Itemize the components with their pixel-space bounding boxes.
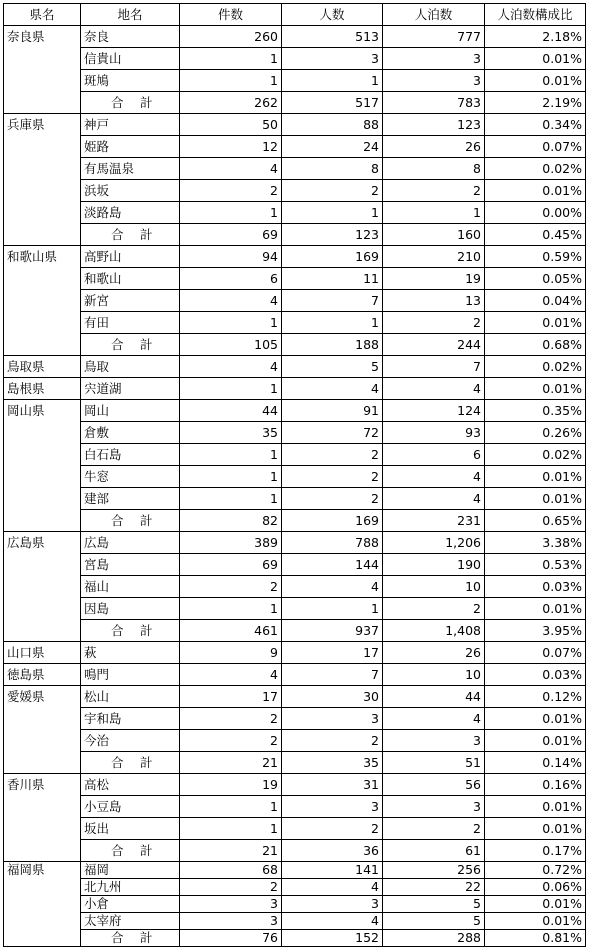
person-nights-cell: 22 — [383, 879, 485, 896]
subtotal-label: 合 計 — [81, 840, 180, 862]
count-cell: 4 — [180, 664, 282, 686]
subtotal-person-nights-cell: 51 — [383, 752, 485, 774]
table-row — [4, 708, 586, 730]
count-cell: 1 — [180, 598, 282, 620]
count-cell: 2 — [180, 879, 282, 896]
people-cell: 141 — [282, 862, 383, 879]
people-cell: 91 — [282, 400, 383, 422]
subtotal-person-nights-cell: 231 — [383, 510, 485, 532]
table-row — [4, 202, 586, 224]
table-row — [4, 114, 586, 136]
person-nights-cell: 6 — [383, 444, 485, 466]
count-cell: 1 — [180, 202, 282, 224]
table-row — [4, 862, 586, 879]
ratio-cell: 0.02% — [485, 158, 586, 180]
person-nights-cell: 4 — [383, 378, 485, 400]
table-row — [4, 136, 586, 158]
subtotal-label: 合 計 — [81, 930, 180, 947]
count-cell: 2 — [180, 180, 282, 202]
ratio-cell: 0.01% — [485, 312, 586, 334]
count-cell: 1 — [180, 48, 282, 70]
header-person-nights: 人泊数 — [383, 4, 485, 26]
table-row — [4, 730, 586, 752]
people-cell: 1 — [282, 202, 383, 224]
place-cell: 坂出 — [81, 818, 180, 840]
ratio-cell: 0.05% — [485, 268, 586, 290]
subtotal-row — [4, 752, 586, 774]
people-cell: 169 — [282, 246, 383, 268]
person-nights-cell: 3 — [383, 796, 485, 818]
table-body — [4, 26, 586, 947]
place-cell: 小倉 — [81, 896, 180, 913]
ratio-cell: 0.53% — [485, 554, 586, 576]
subtotal-label: 合 計 — [81, 510, 180, 532]
ratio-cell: 0.03% — [485, 576, 586, 598]
ratio-cell: 0.07% — [485, 642, 586, 664]
subtotal-count-cell: 262 — [180, 92, 282, 114]
subtotal-row — [4, 620, 586, 642]
prefecture-cell: 和歌山県 — [4, 246, 81, 356]
subtotal-count-cell: 21 — [180, 840, 282, 862]
person-nights-cell: 190 — [383, 554, 485, 576]
place-cell: 小豆島 — [81, 796, 180, 818]
people-cell: 788 — [282, 532, 383, 554]
person-nights-cell: 3 — [383, 70, 485, 92]
subtotal-people-cell: 188 — [282, 334, 383, 356]
person-nights-cell: 777 — [383, 26, 485, 48]
count-cell: 68 — [180, 862, 282, 879]
subtotal-people-cell: 123 — [282, 224, 383, 246]
people-cell: 4 — [282, 913, 383, 930]
place-cell: 宮島 — [81, 554, 180, 576]
place-cell: 淡路島 — [81, 202, 180, 224]
ratio-cell: 0.01% — [485, 466, 586, 488]
people-cell: 17 — [282, 642, 383, 664]
count-cell: 3 — [180, 896, 282, 913]
count-cell: 1 — [180, 378, 282, 400]
place-cell: 建部 — [81, 488, 180, 510]
place-cell: 岡山 — [81, 400, 180, 422]
prefecture-cell: 島根県 — [4, 378, 81, 400]
person-nights-cell: 26 — [383, 136, 485, 158]
ratio-cell: 0.01% — [485, 48, 586, 70]
count-cell: 4 — [180, 290, 282, 312]
prefecture-cell: 香川県 — [4, 774, 81, 862]
person-nights-cell: 210 — [383, 246, 485, 268]
people-cell: 7 — [282, 290, 383, 312]
table-row — [4, 879, 586, 896]
table-row — [4, 598, 586, 620]
subtotal-ratio-cell: 0.45% — [485, 224, 586, 246]
count-cell: 44 — [180, 400, 282, 422]
table-row — [4, 26, 586, 48]
table-row — [4, 312, 586, 334]
ratio-cell: 0.12% — [485, 686, 586, 708]
table-row — [4, 422, 586, 444]
place-cell: 有馬温泉 — [81, 158, 180, 180]
person-nights-cell: 4 — [383, 488, 485, 510]
prefecture-cell: 愛媛県 — [4, 686, 81, 774]
people-cell: 7 — [282, 664, 383, 686]
people-cell: 24 — [282, 136, 383, 158]
people-cell: 2 — [282, 488, 383, 510]
place-cell: 宍道湖 — [81, 378, 180, 400]
count-cell: 17 — [180, 686, 282, 708]
table-row — [4, 158, 586, 180]
people-cell: 513 — [282, 26, 383, 48]
ratio-cell: 0.01% — [485, 796, 586, 818]
people-cell: 8 — [282, 158, 383, 180]
subtotal-count-cell: 105 — [180, 334, 282, 356]
subtotal-row — [4, 930, 586, 947]
subtotal-person-nights-cell: 288 — [383, 930, 485, 947]
person-nights-cell: 4 — [383, 708, 485, 730]
count-cell: 50 — [180, 114, 282, 136]
subtotal-row — [4, 92, 586, 114]
table-row — [4, 686, 586, 708]
people-cell: 2 — [282, 730, 383, 752]
table-row — [4, 796, 586, 818]
place-cell: 広島 — [81, 532, 180, 554]
ratio-cell: 0.01% — [485, 818, 586, 840]
ratio-cell: 0.03% — [485, 664, 586, 686]
people-cell: 1 — [282, 598, 383, 620]
count-cell: 6 — [180, 268, 282, 290]
place-cell: 有田 — [81, 312, 180, 334]
ratio-cell: 0.34% — [485, 114, 586, 136]
people-cell: 3 — [282, 896, 383, 913]
table-row — [4, 554, 586, 576]
ratio-cell: 0.01% — [485, 180, 586, 202]
count-cell: 1 — [180, 312, 282, 334]
subtotal-person-nights-cell: 61 — [383, 840, 485, 862]
count-cell: 2 — [180, 708, 282, 730]
person-nights-cell: 256 — [383, 862, 485, 879]
count-cell: 1 — [180, 70, 282, 92]
people-cell: 3 — [282, 796, 383, 818]
subtotal-person-nights-cell: 244 — [383, 334, 485, 356]
place-cell: 斑鳩 — [81, 70, 180, 92]
place-cell: 宇和島 — [81, 708, 180, 730]
ratio-cell: 0.01% — [485, 70, 586, 92]
person-nights-cell: 3 — [383, 730, 485, 752]
person-nights-cell: 1,206 — [383, 532, 485, 554]
person-nights-cell: 1 — [383, 202, 485, 224]
count-cell: 260 — [180, 26, 282, 48]
count-cell: 1 — [180, 818, 282, 840]
count-cell: 35 — [180, 422, 282, 444]
place-cell: 北九州 — [81, 879, 180, 896]
prefecture-cell: 岡山県 — [4, 400, 81, 532]
place-cell: 浜坂 — [81, 180, 180, 202]
place-cell: 和歌山 — [81, 268, 180, 290]
subtotal-people-cell: 152 — [282, 930, 383, 947]
ratio-cell: 0.07% — [485, 136, 586, 158]
subtotal-people-cell: 169 — [282, 510, 383, 532]
ratio-cell: 0.02% — [485, 444, 586, 466]
subtotal-person-nights-cell: 160 — [383, 224, 485, 246]
table-row — [4, 532, 586, 554]
people-cell: 1 — [282, 70, 383, 92]
subtotal-label: 合 計 — [81, 224, 180, 246]
subtotal-label: 合 計 — [81, 92, 180, 114]
table-row — [4, 576, 586, 598]
table-row — [4, 400, 586, 422]
table-row — [4, 268, 586, 290]
person-nights-cell: 13 — [383, 290, 485, 312]
place-cell: 今治 — [81, 730, 180, 752]
ratio-cell: 0.06% — [485, 879, 586, 896]
subtotal-row — [4, 840, 586, 862]
place-cell: 高松 — [81, 774, 180, 796]
people-cell: 4 — [282, 378, 383, 400]
subtotal-count-cell: 76 — [180, 930, 282, 947]
person-nights-cell: 2 — [383, 180, 485, 202]
place-cell: 奈良 — [81, 26, 180, 48]
subtotal-row — [4, 510, 586, 532]
header-count: 件数 — [180, 4, 282, 26]
count-cell: 2 — [180, 576, 282, 598]
ratio-cell: 0.35% — [485, 400, 586, 422]
place-cell: 福岡 — [81, 862, 180, 879]
count-cell: 4 — [180, 158, 282, 180]
table-row — [4, 180, 586, 202]
prefecture-cell: 鳥取県 — [4, 356, 81, 378]
subtotal-ratio-cell: 3.95% — [485, 620, 586, 642]
ratio-cell: 0.04% — [485, 290, 586, 312]
people-cell: 3 — [282, 708, 383, 730]
person-nights-cell: 10 — [383, 576, 485, 598]
place-cell: 福山 — [81, 576, 180, 598]
subtotal-ratio-cell: 0.68% — [485, 334, 586, 356]
header-row — [4, 4, 586, 26]
ratio-cell: 0.01% — [485, 708, 586, 730]
subtotal-people-cell: 35 — [282, 752, 383, 774]
subtotal-ratio-cell: 0.65% — [485, 510, 586, 532]
place-cell: 信貴山 — [81, 48, 180, 70]
table-row — [4, 70, 586, 92]
subtotal-ratio-cell: 0.14% — [485, 752, 586, 774]
table-row — [4, 896, 586, 913]
person-nights-cell: 124 — [383, 400, 485, 422]
people-cell: 72 — [282, 422, 383, 444]
place-cell: 鳥取 — [81, 356, 180, 378]
prefecture-cell: 福岡県 — [4, 862, 81, 947]
person-nights-cell: 8 — [383, 158, 485, 180]
place-cell: 鳴門 — [81, 664, 180, 686]
person-nights-cell: 56 — [383, 774, 485, 796]
ratio-cell: 0.72% — [485, 862, 586, 879]
people-cell: 11 — [282, 268, 383, 290]
people-cell: 144 — [282, 554, 383, 576]
place-cell: 高野山 — [81, 246, 180, 268]
subtotal-row — [4, 334, 586, 356]
place-cell: 新宮 — [81, 290, 180, 312]
people-cell: 31 — [282, 774, 383, 796]
people-cell: 2 — [282, 818, 383, 840]
place-cell: 太宰府 — [81, 913, 180, 930]
count-cell: 1 — [180, 488, 282, 510]
lodging-statistics-table — [3, 3, 586, 947]
table-row — [4, 246, 586, 268]
ratio-cell: 0.01% — [485, 598, 586, 620]
subtotal-count-cell: 69 — [180, 224, 282, 246]
table-row — [4, 290, 586, 312]
person-nights-cell: 10 — [383, 664, 485, 686]
person-nights-cell: 123 — [383, 114, 485, 136]
person-nights-cell: 93 — [383, 422, 485, 444]
table-row — [4, 488, 586, 510]
subtotal-people-cell: 36 — [282, 840, 383, 862]
ratio-cell: 0.01% — [485, 488, 586, 510]
people-cell: 2 — [282, 466, 383, 488]
person-nights-cell: 44 — [383, 686, 485, 708]
count-cell: 69 — [180, 554, 282, 576]
people-cell: 4 — [282, 576, 383, 598]
subtotal-row — [4, 224, 586, 246]
header-person-nights-ratio: 人泊数構成比 — [485, 4, 586, 26]
person-nights-cell: 5 — [383, 913, 485, 930]
people-cell: 88 — [282, 114, 383, 136]
table-row — [4, 818, 586, 840]
count-cell: 389 — [180, 532, 282, 554]
subtotal-people-cell: 937 — [282, 620, 383, 642]
subtotal-label: 合 計 — [81, 334, 180, 356]
prefecture-cell: 兵庫県 — [4, 114, 81, 246]
ratio-cell: 2.18% — [485, 26, 586, 48]
people-cell: 30 — [282, 686, 383, 708]
people-cell: 4 — [282, 879, 383, 896]
ratio-cell: 0.01% — [485, 730, 586, 752]
table-row — [4, 466, 586, 488]
subtotal-label: 合 計 — [81, 620, 180, 642]
table-row — [4, 378, 586, 400]
person-nights-cell: 4 — [383, 466, 485, 488]
subtotal-count-cell: 21 — [180, 752, 282, 774]
count-cell: 2 — [180, 730, 282, 752]
ratio-cell: 0.01% — [485, 896, 586, 913]
place-cell: 白石島 — [81, 444, 180, 466]
ratio-cell: 0.00% — [485, 202, 586, 224]
table-row — [4, 642, 586, 664]
people-cell: 3 — [282, 48, 383, 70]
header-place: 地名 — [81, 4, 180, 26]
person-nights-cell: 7 — [383, 356, 485, 378]
count-cell: 1 — [180, 796, 282, 818]
ratio-cell: 0.59% — [485, 246, 586, 268]
place-cell: 神戸 — [81, 114, 180, 136]
table-row — [4, 913, 586, 930]
table-row — [4, 664, 586, 686]
ratio-cell: 3.38% — [485, 532, 586, 554]
ratio-cell: 0.02% — [485, 356, 586, 378]
people-cell: 2 — [282, 180, 383, 202]
place-cell: 倉敷 — [81, 422, 180, 444]
place-cell: 松山 — [81, 686, 180, 708]
subtotal-count-cell: 82 — [180, 510, 282, 532]
place-cell: 因島 — [81, 598, 180, 620]
people-cell: 5 — [282, 356, 383, 378]
table-row — [4, 774, 586, 796]
subtotal-people-cell: 517 — [282, 92, 383, 114]
prefecture-cell: 広島県 — [4, 532, 81, 642]
people-cell: 1 — [282, 312, 383, 334]
person-nights-cell: 2 — [383, 312, 485, 334]
header-people: 人数 — [282, 4, 383, 26]
subtotal-label: 合 計 — [81, 752, 180, 774]
place-cell: 牛窓 — [81, 466, 180, 488]
table-row — [4, 444, 586, 466]
count-cell: 4 — [180, 356, 282, 378]
count-cell: 12 — [180, 136, 282, 158]
ratio-cell: 0.01% — [485, 913, 586, 930]
subtotal-ratio-cell: 2.19% — [485, 92, 586, 114]
count-cell: 94 — [180, 246, 282, 268]
person-nights-cell: 26 — [383, 642, 485, 664]
subtotal-person-nights-cell: 783 — [383, 92, 485, 114]
count-cell: 1 — [180, 466, 282, 488]
ratio-cell: 0.16% — [485, 774, 586, 796]
person-nights-cell: 2 — [383, 598, 485, 620]
subtotal-person-nights-cell: 1,408 — [383, 620, 485, 642]
prefecture-cell: 徳島県 — [4, 664, 81, 686]
count-cell: 19 — [180, 774, 282, 796]
person-nights-cell: 2 — [383, 818, 485, 840]
prefecture-cell: 山口県 — [4, 642, 81, 664]
subtotal-ratio-cell: 0.81% — [485, 930, 586, 947]
prefecture-cell: 奈良県 — [4, 26, 81, 114]
count-cell: 3 — [180, 913, 282, 930]
count-cell: 1 — [180, 444, 282, 466]
subtotal-ratio-cell: 0.17% — [485, 840, 586, 862]
header-prefecture: 県名 — [4, 4, 81, 26]
people-cell: 2 — [282, 444, 383, 466]
table-row — [4, 48, 586, 70]
count-cell: 9 — [180, 642, 282, 664]
table-row — [4, 356, 586, 378]
ratio-cell: 0.26% — [485, 422, 586, 444]
person-nights-cell: 19 — [383, 268, 485, 290]
person-nights-cell: 3 — [383, 48, 485, 70]
place-cell: 姫路 — [81, 136, 180, 158]
ratio-cell: 0.01% — [485, 378, 586, 400]
subtotal-count-cell: 461 — [180, 620, 282, 642]
person-nights-cell: 5 — [383, 896, 485, 913]
place-cell: 萩 — [81, 642, 180, 664]
